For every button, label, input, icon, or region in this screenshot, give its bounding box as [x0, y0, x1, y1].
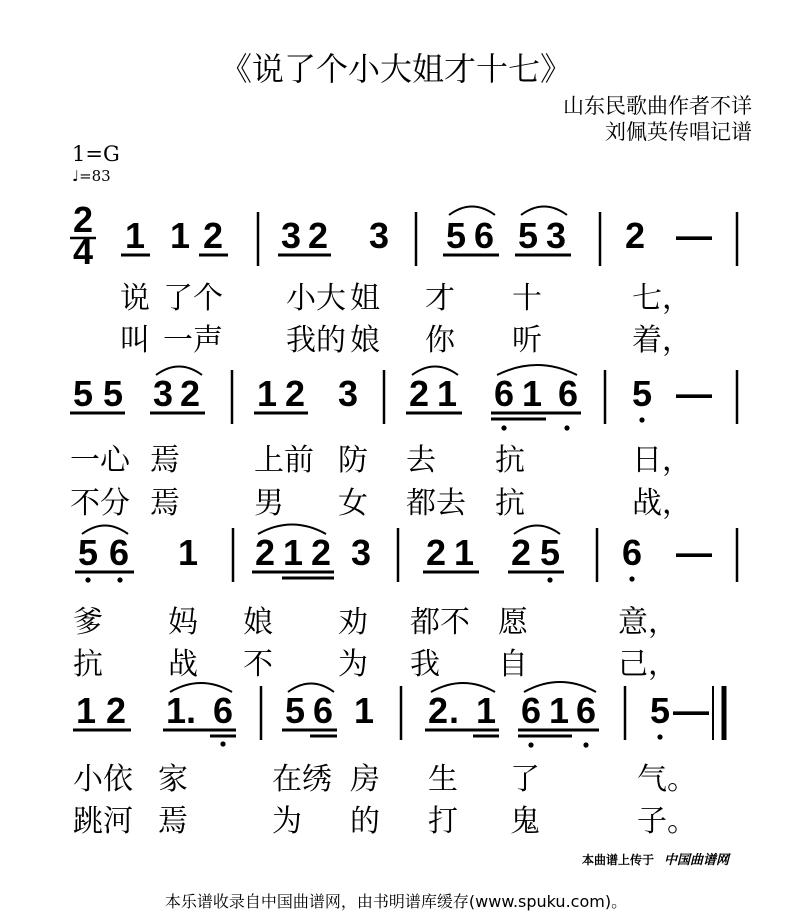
note: 3: [338, 373, 359, 414]
lyric: 战，: [632, 486, 692, 521]
lyric: 气。: [637, 762, 697, 797]
lyric: 妈: [168, 605, 198, 640]
lyric: 我: [410, 647, 440, 682]
lyric: 了: [510, 762, 540, 797]
lyric: 战: [168, 647, 198, 682]
note: 6: [521, 690, 542, 731]
note: 2: [308, 215, 329, 256]
note: 2: [180, 373, 201, 414]
lyric: 意，: [618, 605, 678, 640]
note: 2: [426, 532, 447, 573]
note: 2: [255, 532, 276, 573]
note: 3: [153, 373, 174, 414]
lyric: 去: [406, 443, 436, 478]
lyric: 叫: [120, 323, 150, 358]
note: 1: [283, 532, 304, 573]
note: 5: [78, 532, 99, 573]
note: 2: [428, 690, 449, 731]
note: 6: [109, 532, 130, 573]
lyric: 抗: [495, 486, 525, 521]
note: 1: [76, 690, 97, 731]
note: 2: [511, 532, 532, 573]
system-4: [73, 682, 724, 748]
note: 1: [257, 373, 278, 414]
lyric: 劝: [338, 605, 368, 640]
note: 5: [518, 215, 539, 256]
lyric: 为: [338, 647, 368, 682]
lyric: 着，: [632, 323, 692, 358]
lyric: 说: [120, 281, 150, 316]
note: 1: [522, 373, 543, 414]
lyric: 都不: [410, 605, 470, 640]
note: 5: [540, 532, 561, 573]
lyric: 了个: [163, 281, 223, 316]
note: 1: [454, 532, 475, 573]
lyric: 防: [338, 443, 368, 478]
note: 2: [409, 373, 430, 414]
note: —: [673, 690, 709, 731]
note: 1: [354, 690, 375, 731]
tempo-marking: ♩=83: [72, 167, 111, 185]
note: —: [676, 532, 712, 573]
note: 6: [576, 690, 597, 731]
lyric: 鬼: [510, 804, 540, 839]
note: 2: [203, 215, 224, 256]
lyric: 跳河: [73, 804, 133, 839]
lyric: 子。: [637, 804, 697, 839]
note: 6: [474, 215, 495, 256]
lyric: 娘: [243, 605, 273, 640]
transcriber-credit: 刘佩英传唱记谱: [605, 120, 752, 144]
lyric: 为: [272, 804, 302, 839]
footer-note: 本乐谱收录自中国曲谱网，由书明谱库缓存(www.spuku.com)。: [164, 892, 628, 911]
lyric: 七，: [632, 281, 692, 316]
lyrics-system-4: [73, 762, 697, 839]
time-sig-denominator: 4: [73, 231, 94, 272]
note: 2: [311, 532, 332, 573]
system-1: [121, 207, 737, 267]
lyric: 我的: [286, 323, 346, 358]
system-3: [75, 525, 737, 583]
lyric: 不分: [70, 486, 130, 521]
lyric: 抗: [495, 443, 525, 478]
lyric: 爹: [73, 605, 103, 640]
note: 5: [285, 690, 306, 731]
upload-label: 本曲谱上传于: [582, 853, 655, 867]
lyric: 十: [512, 281, 542, 316]
lyric: 你: [425, 323, 455, 358]
system-2: [70, 365, 737, 431]
lyric: 家: [158, 762, 188, 797]
lyric: 的: [350, 804, 380, 839]
lyric: 上前: [254, 443, 314, 478]
lyric: 焉: [158, 804, 188, 839]
lyric: 焉: [150, 443, 180, 478]
lyric: 不: [243, 647, 273, 682]
lyric: 生: [428, 762, 458, 797]
lyric: 娘: [350, 323, 380, 358]
note: 3: [281, 215, 302, 256]
lyric: 女: [338, 486, 368, 521]
composer-credit: 山东民歌曲作者不详: [563, 94, 752, 118]
lyric: 一心: [70, 443, 130, 478]
note: 6: [313, 690, 334, 731]
note: —: [676, 373, 712, 414]
lyric: 才: [425, 281, 455, 316]
note: 1: [476, 690, 497, 731]
note: 3: [351, 532, 372, 573]
note: 3: [369, 215, 390, 256]
note: 6: [213, 690, 234, 731]
lyric: 房: [350, 762, 380, 797]
lyric: 打: [428, 804, 458, 839]
lyrics-system-3: [73, 605, 678, 682]
note: 1: [178, 532, 199, 573]
note: 1: [549, 690, 570, 731]
note: 5: [650, 690, 671, 731]
lyric: 愿: [498, 605, 528, 640]
note: 2: [625, 215, 646, 256]
note: 1: [437, 373, 458, 414]
note: 2: [285, 373, 306, 414]
lyrics-system-2: [70, 443, 692, 521]
note: .: [449, 690, 460, 731]
note: 5: [73, 373, 94, 414]
lyric: 都去: [406, 486, 466, 521]
note: —: [676, 215, 712, 256]
note: 6: [558, 373, 579, 414]
note: 1: [170, 215, 191, 256]
lyric: 一声: [163, 323, 223, 358]
note: 1: [125, 215, 146, 256]
score-title: 《说了个小大姐才十七》: [219, 50, 572, 88]
lyric: 抗: [73, 647, 103, 682]
lyrics-system-1: [120, 281, 692, 358]
note: 5: [446, 215, 467, 256]
lyric: 己，: [618, 647, 678, 682]
note: 6: [494, 373, 515, 414]
note: 5: [103, 373, 124, 414]
lyric: 日，: [632, 443, 692, 478]
note: 5: [632, 373, 653, 414]
lyric: 在绣: [272, 762, 332, 797]
lyric: 男: [254, 486, 284, 521]
time-signature: [70, 199, 96, 272]
lyric: 小依: [73, 762, 133, 797]
note: .: [186, 690, 197, 731]
note: 1: [166, 690, 187, 731]
note: 6: [622, 532, 643, 573]
site-logo[interactable]: 中国曲谱网: [664, 853, 730, 868]
lyric: 焉: [150, 486, 180, 521]
lyric: 听: [512, 323, 542, 358]
lyric: 小大: [286, 281, 346, 316]
time-sig-numerator: 2: [73, 199, 94, 240]
lyric: 自: [498, 647, 528, 682]
lyric: 姐: [350, 281, 380, 316]
key-signature: 1=G: [72, 142, 120, 166]
note: 3: [546, 215, 567, 256]
note: 2: [106, 690, 127, 731]
